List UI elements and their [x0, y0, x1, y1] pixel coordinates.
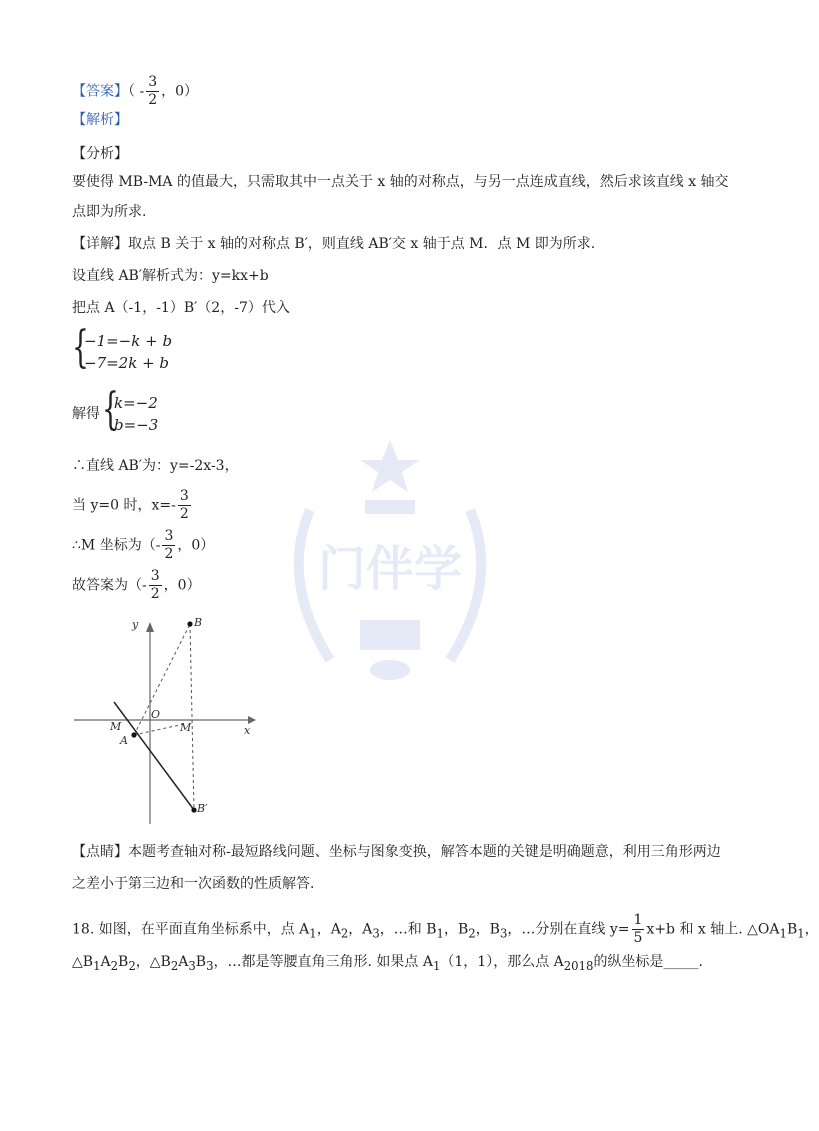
detail-line-2: 设直线 AB′解析式为：y=kx+b: [72, 268, 269, 284]
equation-system-1: { −1=−k + b −7=2k + b: [72, 322, 173, 373]
detail-tag: 【详解】: [72, 236, 128, 252]
system2-eq1: k=−2: [114, 394, 158, 412]
label-m: M: [110, 720, 122, 733]
dashed-b-bprime: [190, 624, 194, 810]
dianjing-line-1: 【点睛】本题考查轴对称-最短路线问题、坐标与图象变换，解答本题的关键是明确题意，利用三角形两边: [72, 844, 721, 860]
answer-close: ，0）: [161, 83, 199, 100]
m-fraction: $\frac{3}{2}$: [164, 528, 174, 562]
answer-blank[interactable]: _____: [663, 954, 699, 970]
m-coord-line: ∴M 坐标为（- $\frac{3}{2}$ ，0）: [72, 528, 215, 562]
fenxi-line-1: 要使得 MB-MA 的值最大，只需取其中一点关于 x 轴的对称点，与另一点连成直线，然后求该直线 x 轴交: [72, 174, 729, 190]
when-fraction: $\frac{3}{2}$: [179, 488, 189, 522]
final-fraction: $\frac{3}{2}$: [150, 568, 160, 602]
answer-line: [72, 74, 198, 109]
answer-open: （ -: [128, 83, 145, 100]
label-b-prime: B′: [197, 802, 208, 815]
point-b: [187, 621, 192, 626]
dashed-a-b: [134, 624, 190, 735]
line-result: ∴直线 AB′为：y=-2x-3，: [72, 458, 239, 474]
system2-eq2: b=−3: [114, 416, 159, 434]
detail-line-1: 【详解】取点 B 关于 x 轴的对称点 B′，则直线 AB′交 x 轴于点 M．点 M 即为所求.: [72, 236, 596, 252]
system1-eq2: −7=2k + b: [84, 354, 170, 372]
label-y: y: [132, 618, 139, 631]
question-18-line-2: $\triangle B_1A_2B_2$，$\triangle B_2A_3B_3$，…都是等腰直角三角形. 如果点 $A_1(1$，1），那么点 $A_{2018}$的纵坐标是_____.: [72, 954, 703, 973]
when-y0-line: 当 y=0 时，x=- $\frac{3}{2}$: [72, 488, 189, 522]
coordinate-graph: [70, 612, 260, 830]
dianjing-tag: 【点睛】: [72, 844, 128, 860]
label-m2: M: [180, 721, 192, 734]
dianjing-line-2: 之差小于第三边和一次函数的性质解答.: [72, 876, 315, 892]
label-b: B: [194, 616, 203, 629]
analysis-tag: 【解析】: [72, 112, 128, 128]
system1-eq1: −1=−k + b: [84, 332, 173, 350]
final-answer-line: 故答案为（- $\frac{3}{2}$ ，0）: [72, 568, 201, 602]
solve-label: 解得: [72, 406, 100, 422]
answer-fraction: $\frac{3}{2}$: [148, 74, 158, 108]
answer-tag: 【答案】: [72, 83, 128, 100]
label-o: O: [151, 708, 161, 721]
dashed-a-m2: [134, 724, 184, 735]
question-18-line-1: 18. 如图，在平面直角坐标系中，点 $A_1$，$A_2$，$A_3$，…和 $B_1$，$B_2$，$B_3$，…分别在直线 y= $\frac{1}{5}$ x+b 和 x 轴上. $\triangle OA_1B_1$，: [72, 912, 819, 946]
label-x: x: [244, 724, 251, 737]
fenxi-line-2: 点即为所求.: [72, 204, 147, 220]
label-a: A: [120, 734, 128, 747]
point-a: [131, 732, 136, 737]
q18-fraction: $\frac{1}{5}$: [633, 912, 643, 946]
watermark-text: 门伴学: [317, 541, 463, 597]
point-b-prime: [191, 807, 196, 812]
equation-system-2: { k=−2 b=−3: [102, 384, 159, 435]
fenxi-tag: 【分析】: [72, 146, 128, 162]
detail-line-3: 把点 A（-1，-1）B′（2，-7）代入: [72, 300, 290, 316]
watermark-logo: [270, 430, 510, 700]
